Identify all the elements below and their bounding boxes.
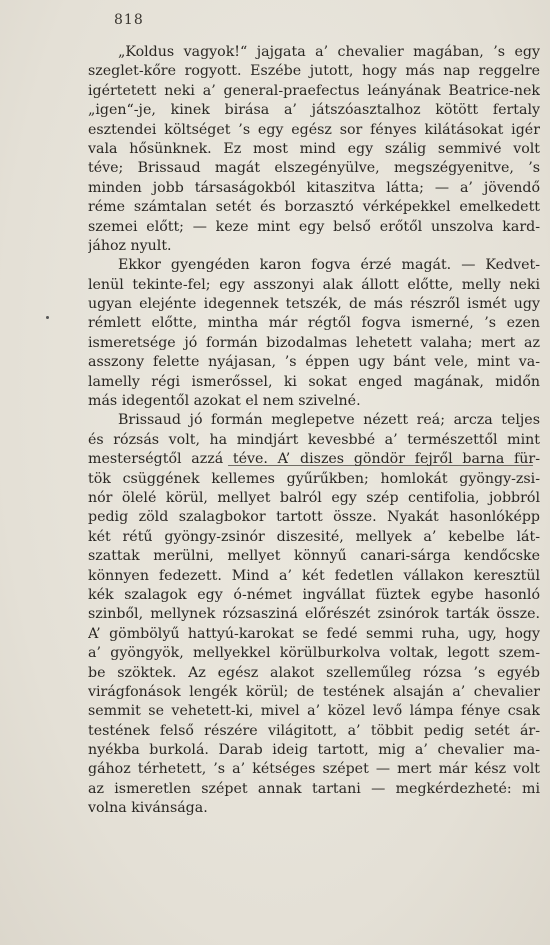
page-number: 818 [114, 12, 144, 28]
text-line: jához nyult. [88, 237, 172, 254]
text-line: szemei előtt; — keze mint egy belső erőtől unszolva kard- [88, 218, 540, 235]
text-line: réme számtalan setét és borzasztó vérképekkel emelkedett [88, 199, 540, 216]
text-line: más idegentől azokat el nem szivelné. [88, 393, 361, 410]
text-line: semmit se vehetett-ki, mivel a’ közel levő lámpa fénye csak [88, 703, 540, 720]
text-line: „igen“-je, kinek birása a’ játszóasztalhoz kötött fertaly [88, 102, 540, 119]
text-line: asszony felette nyájasan, ’s éppen ugy bánt vele, mint va- [88, 354, 540, 371]
text-line: esztendei költséget ’s egy egész sor fényes kilátásokat igér [88, 121, 540, 138]
text-line: minden jobb társaságokból kitaszitva látta; — a’ jövendő [88, 179, 540, 196]
text-line: szattak merülni, mellyet könnyű canari-sárga kendőcske [88, 548, 540, 565]
text-line: ismeretsége jó formán bizodalmas lehetett valaha; mert az [88, 334, 540, 351]
text-line: lenül tekinte-fel; egy asszonyi alak állott előtte, melly neki [88, 276, 540, 293]
text-line: ugyan elejénte idegennek tetszék, de más részről ismét ugy [88, 296, 540, 313]
text-line: mesterségtől azzá téve. A’ diszes göndör fejről barna für- [88, 451, 540, 468]
text-line: Ekkor gyengéden karon fogva érzé magát. — Kedvet- [118, 257, 540, 274]
text-line: vala hősünknek. Ez most mind egy szálig semmivé volt [88, 140, 540, 157]
text-line: szinből, mellynek rózsasziná előrészét zsinórok tarták össze. [88, 606, 540, 623]
text-line: virágfonások lengék körül; de testének alsaján a’ chevalier [88, 683, 540, 700]
margin-speck [46, 316, 49, 319]
text-line: tök csüggének kellemes gyűrűkben; homlokát gyöngy-zsi- [88, 470, 540, 487]
text-line: kék szalagok egy ó-német ingvállat füztek egybe hasonló [88, 586, 540, 603]
text-line: gához térhetett, ’s a’ kétséges szépet — mert már kész volt [88, 761, 540, 778]
text-line: lamelly régi ismerőssel, ki sokat enged magának, midőn [88, 373, 540, 390]
text-line: a’ gyöngyök, mellyekkel körülburkolva voltak, legott szem- [88, 645, 540, 662]
text-line: az ismeretlen szépet annak tartani — megkérdezheté: mi [88, 780, 540, 797]
body-text [88, 43, 540, 819]
text-line: igértetett neki a’ general-praefectus leányának Beatrice-nek [88, 82, 540, 99]
text-line: két rétű gyöngy-zsinór diszesité, mellyek a’ kebelbe lát- [88, 528, 540, 545]
text-line: rémlett előtte, mintha már régtől fogva ismerné, ’s ezen [88, 315, 540, 332]
text-line: volna kivánsága. [88, 800, 208, 817]
text-line: „Koldus vagyok!“ jajgata a’ chevalier magában, ’s egy [118, 44, 540, 60]
text-line: nyékba burkolá. Darab ideig tartott, mig a’ chevalier ma- [88, 742, 540, 759]
text-line: A’ gömbölyű hattyú-karokat se fedé semmi ruha, ugy, hogy [88, 625, 540, 642]
text-line: könnyen fedezett. Mind a’ két fedetlen vállakon keresztül [88, 567, 540, 584]
text-line: téve; Brissaud magát elszegényülve, megszégyenitve, ’s [88, 160, 540, 177]
text-line: testének felső részére világitott, a’ többit pedig setét ár- [88, 722, 540, 739]
text-line: pedig zöld szalagbokor tartott össze. Nyakát hasonlóképp [88, 509, 540, 526]
text-line: nór ölelé körül, mellyet balról egy szép centifolia, jobbról [88, 489, 540, 506]
text-line: és rózsás volt, ha mindjárt kevesbbé a’ természettől mint [88, 431, 540, 448]
text-line: Brissaud jó formán meglepetve nézett reá; arcza teljes [118, 412, 540, 429]
text-line: szeglet-kőre rogyott. Eszébe jutott, hogy más nap reggelre [88, 63, 540, 80]
text-line: be szöktek. Az egész alakot szelleműleg rózsa ’s egyéb [88, 664, 540, 681]
